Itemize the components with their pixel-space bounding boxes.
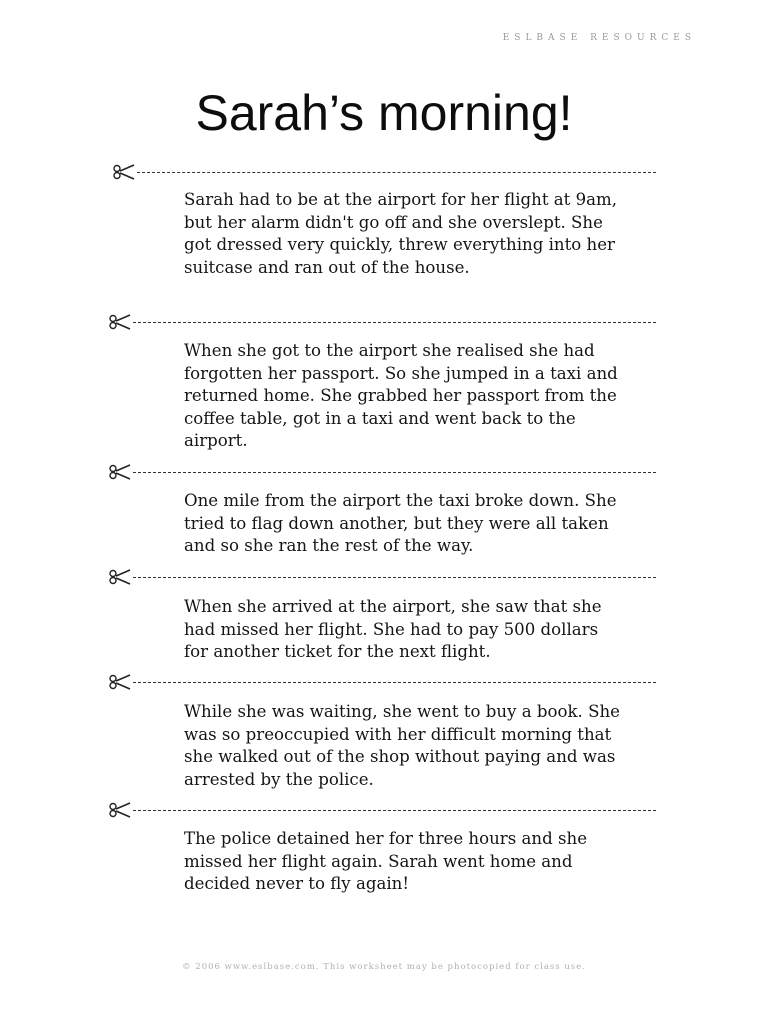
- scissors-icon: [108, 313, 132, 331]
- cut-line: [108, 313, 656, 331]
- cut-line: [112, 163, 656, 181]
- story-passage-6: The police detained her for three hours and she missed her flight again. Sarah went home and decided never to fly again!: [184, 829, 588, 894]
- scissors-icon: [108, 463, 132, 481]
- scissors-icon: [112, 163, 136, 181]
- page-title: Sarah’s morning!: [195, 85, 573, 141]
- cut-line: [108, 673, 656, 691]
- cut-dash-rule: [133, 682, 656, 683]
- cut-dash-rule: [133, 322, 656, 323]
- story-passage-5: While she was waiting, she went to buy a book. She was so preoccupied with her difficult morning that she walked out of the shop without paying and was arrested by the police.: [184, 702, 620, 789]
- cut-dash-rule: [133, 577, 656, 578]
- scissors-icon: [108, 568, 132, 586]
- story-passage-1: Sarah had to be at the airport for her flight at 9am, but her alarm didn't go off and she overslept. She got dressed very quickly, threw everything into her suitcase and ran out of the house.: [184, 190, 618, 277]
- cut-dash-rule: [133, 472, 656, 473]
- story-passage-4: When she arrived at the airport, she saw that she had missed her flight. She had to pay 500 dollars for another ticket for the next flight.: [184, 597, 602, 662]
- scissors-icon: [108, 673, 132, 691]
- cut-line: [108, 801, 656, 819]
- cut-line: [108, 463, 656, 481]
- brand-header: ESLBASE RESOURCES: [502, 33, 696, 43]
- story-passage-3: One mile from the airport the taxi broke down. She tried to flag down another, but they were all taken and so she ran the rest of the way.: [184, 491, 617, 556]
- cut-dash-rule: [137, 172, 656, 173]
- story-passage-2: When she got to the airport she realised she had forgotten her passport. So she jumped in a taxi and returned home. She grabbed her passport from the coffee table, got in a taxi and went back to the airport.: [184, 341, 618, 451]
- cut-dash-rule: [133, 810, 656, 811]
- copyright-footer: © 2006 www.eslbase.com. This worksheet may be photocopied for class use.: [182, 962, 586, 972]
- scissors-icon: [108, 801, 132, 819]
- cut-line: [108, 568, 656, 586]
